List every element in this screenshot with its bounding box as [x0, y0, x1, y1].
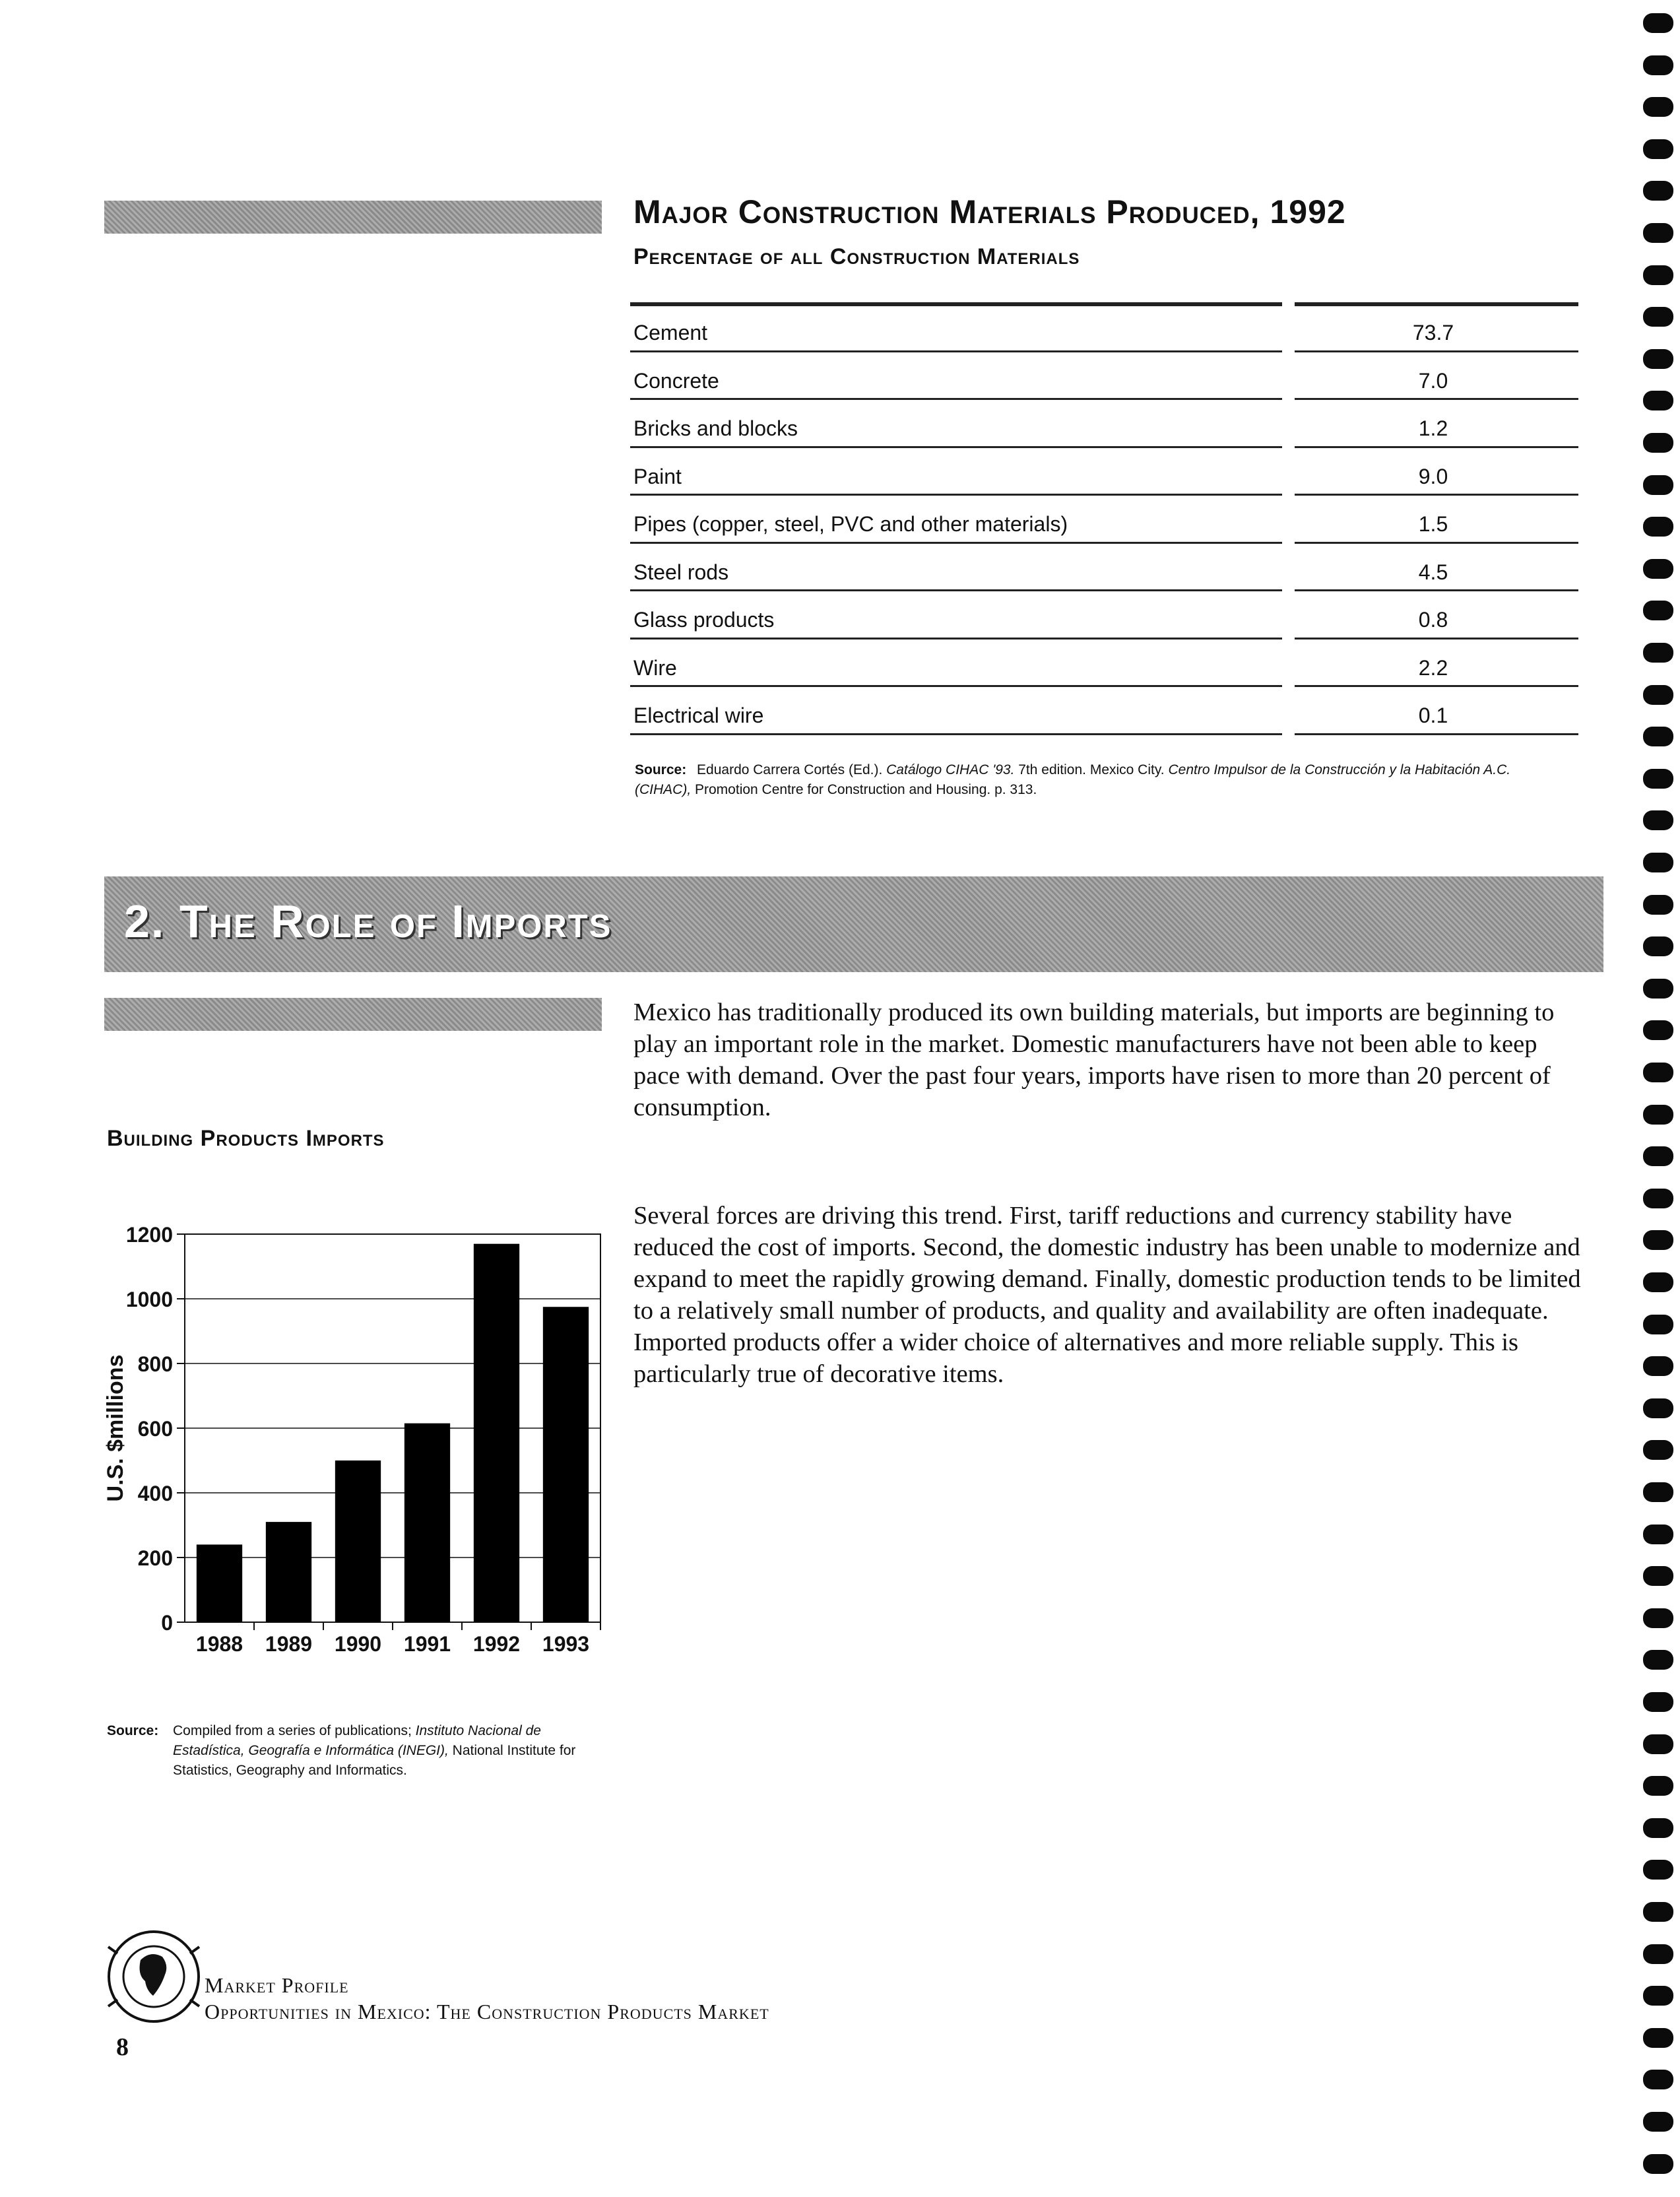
table-top-rule-left: [630, 302, 1282, 306]
binding-hole: [1643, 1860, 1673, 1880]
table-row-label: Cement: [633, 321, 708, 344]
table-row-rule-right: [1295, 589, 1578, 591]
table-row-rule-left: [630, 542, 1282, 544]
table-source-text-1: Eduardo Carrera Cortés (Ed.).: [697, 762, 887, 777]
chart-y-tick-label: 1200: [125, 1223, 173, 1247]
binding-hole: [1643, 1692, 1673, 1712]
binding-hole: [1643, 433, 1673, 453]
binding-hole: [1643, 895, 1673, 915]
chart-source-label: Source:: [107, 1723, 159, 1738]
binding-hole: [1643, 727, 1673, 746]
table-row-value: 1.2: [1418, 416, 1448, 440]
binding-hole: [1643, 55, 1673, 75]
chart-x-tick-label: 1990: [334, 1632, 382, 1656]
binding-hole: [1643, 1146, 1673, 1166]
binding-hole: [1643, 1776, 1673, 1796]
chart-x-tick-label: 1993: [542, 1632, 590, 1656]
chart-title: Building Products Imports: [107, 1126, 385, 1151]
table-row-rule-left: [630, 350, 1282, 352]
table-top-rule-right: [1295, 302, 1578, 306]
table-title: Major Construction Materials Produced, 1992: [633, 193, 1346, 230]
footer-line-2: Opportunities in Mexico: The Construction Products Market: [205, 2000, 769, 2023]
table-row-rule-right: [1295, 638, 1578, 639]
binding-hole: [1643, 601, 1673, 620]
binding-hole: [1643, 936, 1673, 956]
table-row-label: Wire: [633, 655, 677, 680]
binding-hole: [1643, 139, 1673, 159]
binding-hole: [1643, 1230, 1673, 1250]
table-row-value: 9.0: [1418, 464, 1448, 488]
binding-hole: [1643, 1944, 1673, 1964]
chart-source-text-1: Compiled from a series of publications;: [173, 1723, 416, 1738]
chart-y-tick-label: 800: [137, 1352, 173, 1376]
binding-hole: [1643, 97, 1673, 117]
chart-bar: [404, 1424, 450, 1622]
chart-source-italic: Instituto Nacional de Estadística, Geografía e Informática (INEGI),: [173, 1723, 541, 1758]
binding-hole: [1643, 391, 1673, 410]
binding-hole: [1643, 1063, 1673, 1082]
table-row-rule-left: [630, 589, 1282, 591]
table-row-rule-left: [630, 494, 1282, 496]
chart-y-tick-label: 600: [137, 1417, 173, 1441]
table-row-rule-left: [630, 446, 1282, 448]
table-row-value: 1.5: [1418, 512, 1448, 536]
chart-y-tick-label: 200: [137, 1546, 173, 1570]
table-row-rule-right: [1295, 542, 1578, 544]
table-row-value: 2.2: [1418, 655, 1448, 680]
imports-bar-chart: [92, 1188, 614, 1670]
binding-hole: [1643, 1566, 1673, 1586]
binding-hole: [1643, 1734, 1673, 1754]
chart-source: [107, 1721, 608, 1781]
binding-hole: [1643, 1650, 1673, 1670]
binding-hole: [1643, 475, 1673, 495]
binding-hole: [1643, 1440, 1673, 1460]
table-source-text-2: 7th edition. Mexico City.: [1014, 762, 1169, 777]
page-number: 8: [116, 2033, 129, 2061]
binding-hole: [1643, 307, 1673, 327]
binding-hole: [1643, 1986, 1673, 2006]
binding-hole: [1643, 1356, 1673, 1376]
chart-bar: [474, 1244, 519, 1622]
table-row-rule-right: [1295, 685, 1578, 687]
binding-hole: [1643, 853, 1673, 872]
chart-y-tick-label: 400: [137, 1482, 173, 1505]
binding-hole: [1643, 13, 1673, 33]
table-row-label: Steel rods: [633, 560, 729, 584]
table-row-label: Electrical wire: [633, 704, 764, 727]
chart-source-text-2: National Institute for Statistics, Geography and Informatics.: [173, 1743, 576, 1778]
table-source-text-3: Promotion Centre for Construction and Housing. p. 313.: [691, 782, 1037, 797]
binding-hole: [1643, 1608, 1673, 1628]
binding-hole: [1643, 223, 1673, 243]
table-row-label: Pipes (copper, steel, PVC and other materials): [633, 512, 1068, 536]
binding-hole: [1643, 685, 1673, 705]
chart-x-tick-label: 1991: [403, 1632, 451, 1656]
chart-x-tick-label: 1992: [472, 1632, 521, 1656]
table-row-label: Concrete: [633, 368, 719, 393]
body-paragraph-1: Mexico has traditionally produced its own building materials, but imports are beginning to play an important role in the market. Domestic manufacturers have not been able to keep pace with demand. Over the past four years, imports have risen to more than 20 percent of consumption.: [633, 999, 1555, 1121]
decorative-bar-chart: [104, 998, 602, 1031]
binding-hole: [1643, 181, 1673, 201]
binding-hole: [1643, 517, 1673, 537]
binding-hole: [1643, 643, 1673, 663]
chart-bar: [197, 1544, 242, 1622]
table-row-label: Paint: [633, 464, 682, 488]
table-source: [635, 760, 1545, 800]
binding-hole: [1643, 1189, 1673, 1208]
nafta-seal-logo: [104, 1927, 203, 2026]
chart-x-tick-label: 1989: [265, 1632, 313, 1656]
table-row-label: Glass products: [633, 608, 775, 632]
binding-hole: [1643, 2112, 1673, 2132]
binding-hole: [1643, 349, 1673, 369]
table-row-label: Bricks and blocks: [633, 416, 798, 440]
binding-hole: [1643, 1315, 1673, 1334]
binding-hole: [1643, 1020, 1673, 1040]
chart-bar: [543, 1307, 589, 1622]
binding-hole: [1643, 559, 1673, 579]
table-row-rule-left: [630, 733, 1282, 735]
binding-hole: [1643, 769, 1673, 789]
binding-hole: [1643, 1902, 1673, 1922]
chart-y-tick-label: 0: [161, 1611, 173, 1635]
table-row-rule-left: [630, 398, 1282, 400]
table-row-rule-left: [630, 685, 1282, 687]
binding-hole: [1643, 2070, 1673, 2089]
table-subtitle: Percentage of all Construction Materials: [633, 244, 1080, 269]
chart-y-tick-label: 1000: [125, 1288, 173, 1311]
table-source-label: Source:: [635, 762, 687, 777]
table-row-rule-right: [1295, 350, 1578, 352]
table-row-rule-left: [630, 638, 1282, 639]
table-row-value: 7.0: [1418, 368, 1448, 393]
section-banner: [104, 876, 1603, 972]
binding-hole: [1643, 810, 1673, 830]
binding-hole: [1643, 979, 1673, 999]
table-source-italic-2: Centro Impulsor de la Construcción y la Habitación A.C. (CIHAC),: [635, 762, 1511, 797]
table-row-rule-right: [1295, 733, 1578, 735]
chart-bar: [335, 1460, 381, 1622]
table-row-rule-right: [1295, 398, 1578, 400]
table-row-rule-right: [1295, 494, 1578, 496]
table-row-value: 0.8: [1418, 608, 1448, 632]
binding-hole: [1643, 1105, 1673, 1125]
footer-line-1: Market Profile: [205, 1973, 349, 1997]
table-row-value: 73.7: [1412, 321, 1454, 344]
binding-hole: [1643, 1525, 1673, 1544]
chart-x-tick-label: 1988: [195, 1632, 243, 1656]
table-source-italic-1: Catálogo CIHAC '93.: [886, 762, 1015, 777]
binding-hole: [1643, 1818, 1673, 1838]
binding-hole: [1643, 1398, 1673, 1418]
binding-hole: [1643, 2028, 1673, 2048]
binding-hole: [1643, 1272, 1673, 1292]
table-row-rule-right: [1295, 446, 1578, 448]
table-row-value: 0.1: [1418, 704, 1448, 727]
binding-hole: [1643, 265, 1673, 285]
body-paragraph-2: Several forces are driving this trend. First, tariff reductions and currency stability have reduced the cost of imports. Second, the domestic industry has been unable to modernize and expand to meet the rapidly growing demand. Finally, domestic production tends to be limited to a relatively small number of products, and quality and availability are often inadequate. Imported products offer a wider choice of alternatives and more reliable supply. This is particularly true of decorative items.: [633, 1202, 1581, 1388]
binding-hole: [1643, 2154, 1673, 2174]
section-heading: 2. The Role of Imports: [124, 896, 612, 947]
table-row-value: 4.5: [1418, 560, 1448, 584]
decorative-bar-top: [104, 201, 602, 234]
chart-bar: [266, 1522, 311, 1622]
chart-y-axis-label: U.S. $millions: [103, 1354, 128, 1502]
binding-hole: [1643, 1482, 1673, 1502]
